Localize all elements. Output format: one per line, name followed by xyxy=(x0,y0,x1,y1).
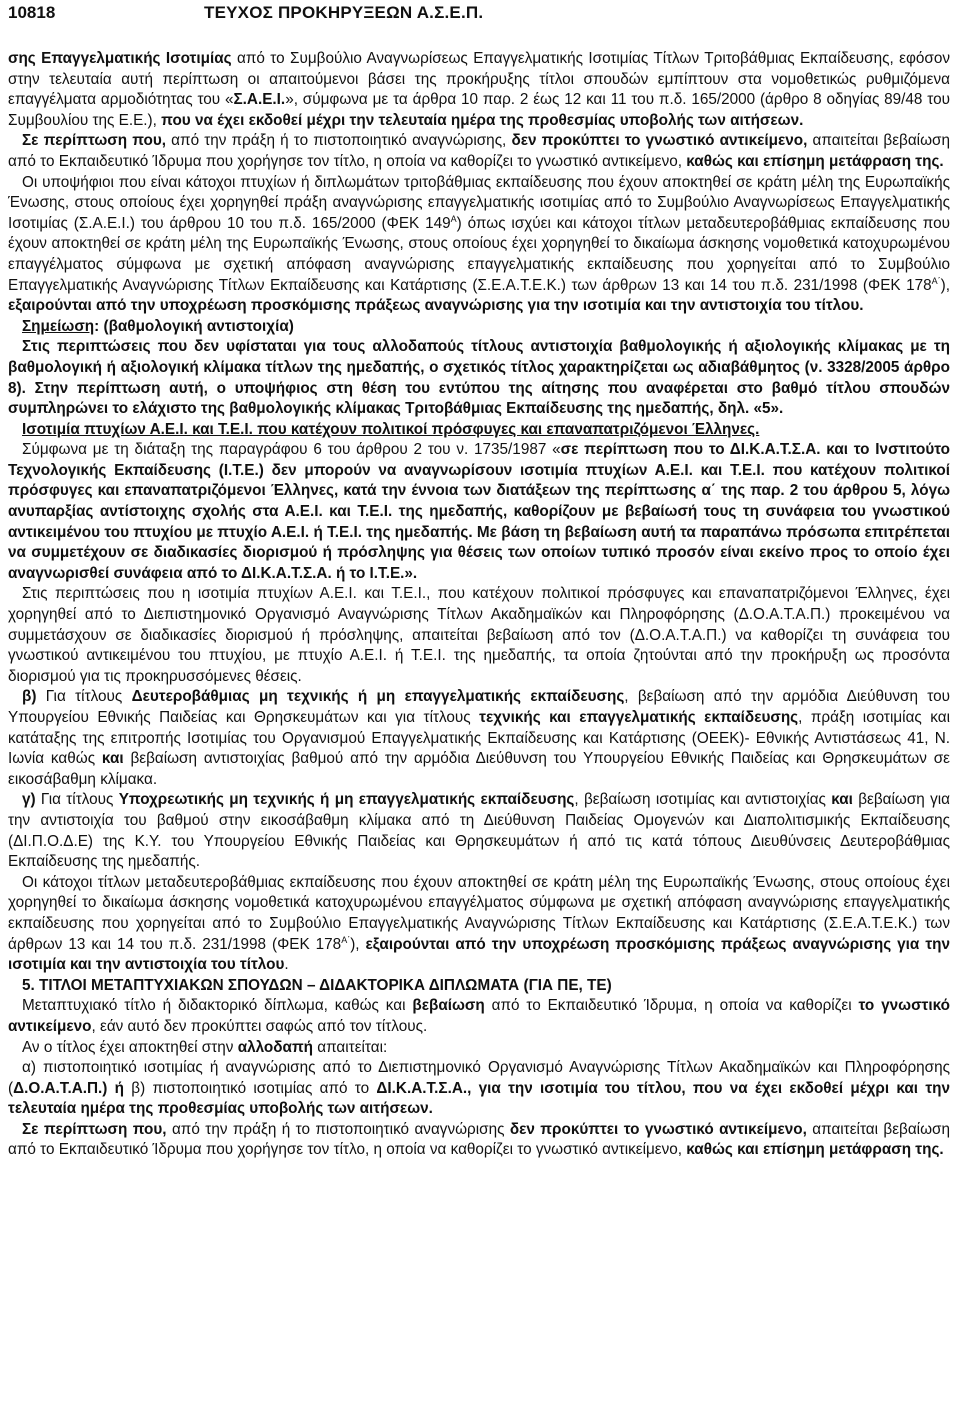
page-number: 10818 xyxy=(8,3,56,22)
bold-text: Ισοτιμία πτυχίων Α.Ε.Ι. και Τ.Ε.Ι. που κατέχουν πολιτικοί πρόσφυγες και επαναπατριζόμενοι Έλληνες. xyxy=(22,420,760,438)
paragraph xyxy=(8,317,950,338)
bold-text: εξαιρούνται από την υποχρέωση προσκόμισης πράξεως αναγνώρισης για την ισοτιμία και την αντιστοιχία του τίτλου xyxy=(8,935,950,974)
bold-text: Σε περίπτωση που, xyxy=(22,132,167,150)
text-run: Οι υποψήφιοι που είναι κάτοχοι πτυχίων ή διπλωμάτων τριτοβάθμιας εκπαίδευσης που έχουν αποκτηθεί σε κράτη μέλη της Ευρωπαϊκής Ένωσης, στους οποίους έχει χορηγηθεί πράξη αναγνώρισης επαγγελματικής ισοτιμίας από το Συμβούλιο Αναγνωρίσεως Επαγγελματικής Ισοτιμίας (Σ.Α.Ε.Ι.) του άρθρου 10 του π.δ. 165/2000 (ΦΕΚ 149 xyxy=(8,173,950,232)
bold-text: Σε περίπτωση που, xyxy=(22,1120,167,1138)
bold-text: β) xyxy=(22,688,37,706)
paragraph xyxy=(8,790,950,872)
text-run: α) πιστοποιητικό ισοτιμίας ή αναγνώρισης από το Διεπιστημονικό Οργανισμό Αναγνώρισης Τίτλων Ακαδημαϊκών και Πληροφόρησης ( xyxy=(8,1059,950,1097)
superscript-text: Α xyxy=(450,213,457,224)
text-run: , πράξη ισοτιμίας και κατάταξης της επιτροπής Ισοτιμίας του Οργανισμού Επαγγελματικής Εκπαίδευσης και Κατάρτισης (ΟΕΕΚ)- Εθνικής Αντιστάσεως 41, Ν. Ιωνία καθώς xyxy=(8,709,950,768)
text-run: από το Συμβούλιο Αναγνωρίσεως Επαγγελματικής Ισοτιμίας Τίτλων Τριτοβάθμιας Εκπαίδευσης, εφόσον στην τελευταία αυτή περίπτωση οι απαιτούμενοι βάσει της προκήρυξης τίτλοι σπουδών εμπίπτουν στα νομοθετικώς ρυθμιζόμενα επαγγέλματα αρμοδιότητας του « xyxy=(8,50,950,109)
paragraph xyxy=(8,420,950,441)
text-run: Για τίτλους xyxy=(35,791,119,809)
paragraph xyxy=(8,584,950,687)
bold-text: τεχνικής και επαγγελματικής εκπαίδευσης xyxy=(479,709,799,726)
paragraph xyxy=(8,873,950,976)
bold-text: Σημείωση xyxy=(22,317,95,335)
text-run: από την πράξη ή το πιστοποιητικό αναγνώρισης, xyxy=(166,132,512,150)
text-run: απαιτείται: xyxy=(313,1038,388,1056)
paragraph xyxy=(8,1038,950,1059)
text-run: , εάν αυτό δεν προκύπτει σαφώς από τον τίτλους. xyxy=(91,1017,428,1035)
text-run: β) πιστοποιητικό ισοτιμίας από το xyxy=(124,1079,377,1097)
bold-text: που να έχει εκδοθεί μέχρι την τελευταία ημέρα της προθεσμίας υποβολής των αιτήσεων. xyxy=(161,111,804,129)
bold-text: καθώς και επίσημη μετάφραση της. xyxy=(686,152,944,170)
document-body xyxy=(8,49,950,1161)
bold-text: καθώς και επίσημη μετάφραση της. xyxy=(686,1141,944,1159)
bold-text: ΔΙ.Κ.Α.Τ.Σ.Α., για την ισοτιμία του τίτλου, που να έχει εκδοθεί μέχρι και την τελευταία ημέρα της προθεσμίας υποβολής των αιτήσεων. xyxy=(8,1079,950,1118)
bold-text: και xyxy=(831,791,853,809)
bold-text: γ) xyxy=(22,791,36,809)
text-run: απαιτείται βεβαίωση από το Εκπαιδευτικό Ίδρυμα που χορήγησε τον τίτλο, η οποία να καθορίζει το γνωστικό αντικείμενο, xyxy=(8,132,950,170)
paragraph xyxy=(8,49,950,131)
page-header xyxy=(8,0,950,31)
text-run: απαιτείται βεβαίωση από το Εκπαιδευτικό Ίδρυμα που χορήγησε τον τίτλο, η οποία να καθορίζει το γνωστικό αντικείμενο, xyxy=(8,1120,950,1159)
bold-text: σης Επαγγελματικής Ισοτιμίας xyxy=(8,50,232,67)
text-run: Για τίτλους xyxy=(36,688,132,706)
paragraph xyxy=(8,976,950,997)
text-run: Στις περιπτώσεις που η ισοτιμία πτυχίων Α.Ε.Ι. και Τ.Ε.Ι., που κατέχουν πολιτικοί πρόσφυγες και επαναπατριζόμενοι Έλληνες, έχει χορηγηθεί από το Διεπιστημονικό Οργανισμό Αναγνώρισης Τίτλων Ακαδημαϊκών και Πληροφόρησης (Δ.Ο.Α.Τ.Α.Π.) προκειμένου να συμμετάσχουν σε διαδικασίες διορισμού ή πρόσληψης, απαιτείται βεβαίωση από τον (Δ.Ο.Α.Τ.Α.Π.) να καθορίζει τη συνάφεια του γνωστικού αντικειμένου του πτυχίου, με πτυχίο Α.Ε.Ι. ή Τ.Ε.Ι. της ημεδαπής, τα οποία ζητούνται από την προκήρυξη ως προσόντα διορισμού για τις προκηρυσσόμενες θέσεις. xyxy=(8,585,950,685)
text-run: βεβαίωση αντιστοιχίας βαθμού από την αρμόδια Διεύθυνση του Υπουργείου Εθνικής Παιδείας και Θρησκευμάτων σε εικοσάβαθμη κλίμακα. xyxy=(8,750,950,788)
text-run: από το Εκπαιδευτικό Ίδρυμα, η οποία να καθορίζει xyxy=(484,997,859,1015)
bold-text: σε περίπτωση που το ΔΙ.Κ.Α.Τ.Σ.Α. και το Ινστιτούτο Τεχνολογικής Εκπαίδευσης (Ι.Τ.Ε.) δεν μπορούν να αναγνωρίσουν ισοτιμία πτυχίων Α.Ε.Ι. και Τ.Ε.Ι. που κατέχουν πολιτικοί πρόσφυγες και επαναπατριζόμενοι Έλληνες, κατά την έννοια των διατάξεων της περίπτωσης α΄ της παρ. 2 του άρθρου 5, λόγω ανυπαρξίας αντίστοιχης σχολής στα Α.Ε.Ι. και Τ.Ε.Ι. της ημεδαπής, καθορίζουν με βεβαίωσή τους τη συνάφεια του γνωστικού αντικειμένου του πτυχίου με πτυχίο Α.Ε.Ι. ή Τ.Ε.Ι. της ημεδαπής. Με βάση τη βεβαίωση αυτή τα παραπάνω πρόσωπα επιτρέπεται να συμμετέχουν σε διαδικασίες διορισμού ή πρόσληψης για θέσεις των οποίων τυπικό προσόν είναι εκείνο προς το οποίο έχει αναγνωρισθεί συνάφεια από το ΔΙ.Κ.Α.Τ.Σ.Α. ή το Ι.Τ.Ε.». xyxy=(8,441,951,582)
paragraph xyxy=(8,131,950,172)
text-run: , βεβαίωση από την αρμόδια Διεύθυνση του Υπουργείου Εθνικής Παιδείας και Θρησκευμάτων και για τίτλους xyxy=(8,688,950,726)
bold-text: δεν προκύπτει το γνωστικό αντικείμενο, xyxy=(511,132,808,150)
superscript-text: Α΄ xyxy=(341,934,351,945)
text-run: Μεταπτυχιακό τίτλο ή διδακτορικό δίπλωμα, καθώς και xyxy=(22,997,413,1015)
paragraph xyxy=(8,996,950,1037)
bold-text: : (βαθμολογική αντιστοιχία) xyxy=(94,317,294,335)
bold-text: Δ.Ο.Α.Τ.Α.Π.) ή xyxy=(13,1079,125,1097)
bold-text: Σ.Α.Ε.Ι. xyxy=(233,91,286,109)
text-run: από την πράξη ή το πιστοποιητικό αναγνώρισης xyxy=(166,1120,510,1138)
text-run: , βεβαίωση ισοτιμίας και αντιστοιχίας xyxy=(574,791,832,809)
bold-text: Δευτεροβάθμιας μη τεχνικής ή μη επαγγελματικής εκπαίδευσης xyxy=(131,688,625,706)
superscript-text: Α΄ xyxy=(931,275,941,286)
bold-text: εξαιρούνται από την υποχρέωση προσκόμισης πράξεως αναγνώρισης για την ισοτιμία και την αντιστοιχία του τίτλου. xyxy=(8,297,864,315)
text-run: ), xyxy=(350,935,366,953)
bold-text: αλλοδαπή xyxy=(237,1038,313,1056)
paragraph xyxy=(8,687,950,790)
text-run: ), xyxy=(940,276,950,294)
bold-text: Υποχρεωτικής μη τεχνικής ή μη επαγγελματικής εκπαίδευσης xyxy=(118,791,575,809)
text-run: ) όπως ισχύει και κάτοχοι τίτλων μεταδευτεροβάθμιας εκπαίδευσης που έχουν αποκτηθεί σε κράτη μέλη της Ευρωπαϊκής Ένωσης, στους οποίους έχει χορηγηθεί το δικαίωμα άσκησης νομοθετικά κατοχυρωμένου επαγγέλματος σύμφωνα με σχετική απόφαση αναγνώρισης επαγγελματικής εκπαίδευσης που χορηγείται από το Συμβούλιο Επαγγελματικής Αναγνώρισης Τίτλων Εκπαίδευσης και Κατάρτισης (Σ.Ε.Α.Τ.Ε.Κ.) των άρθρων 13 και 14 του π.δ. 231/1998 (ΦΕΚ 178 xyxy=(8,214,950,294)
paragraph xyxy=(8,337,950,419)
text-run: Σύμφωνα με τη διάταξη της παραγράφου 6 του άρθρου 2 του ν. 1735/1987 « xyxy=(22,441,561,459)
paragraph xyxy=(8,173,950,317)
bold-text: Στις περιπτώσεις που δεν υφίσταται για τους αλλοδαπούς τίτλους αντιστοιχία βαθμολογικής ή αξιολογικής κλίμακας με τη βαθμολογική ή αξιολογική κλίμακα τίτλων της ημεδαπής, ο σχετικός τίτλος χαρακτηρίζεται ως αδιαβάθμητος (ν. 3328/2005 άρθρο 8). Στην περίπτωση αυτή, ο υποψήφιος στη θέση του εντύπου της αίτησης που αναφέρεται στο βαθμό τίτλου σπουδών συμπληρώνει το ελάχιστο της βαθμολογικής κλίμακας Τριτοβάθμιας Εκπαίδευσης της ημεδαπής, δηλ. «5». xyxy=(8,338,950,418)
paragraph xyxy=(8,1120,950,1161)
bold-text: δεν προκύπτει το γνωστικό αντικείμενο, xyxy=(509,1120,807,1138)
bold-text: 5. ΤΙΤΛΟΙ ΜΕΤΑΠΤΥΧΙΑΚΩΝ ΣΠΟΥΔΩΝ – ΔΙΔΑΚΤΟΡΙΚΑ ΔΙΠΛΩΜΑΤΑ (ΓΙΑ ΠΕ, ΤΕ) xyxy=(22,976,612,994)
bold-text: βεβαίωση xyxy=(412,997,485,1015)
text-run: . xyxy=(284,956,289,974)
text-run: βεβαίωση για την αντιστοιχία του βαθμού στην εικοσάβαθμη κλίμακα από τη Διεύθυνση Παιδείας Ομογενών και Διαπολιτισμικής Εκπαίδευσης (ΔΙ.Π.Ο.Δ.Ε) της Κ.Υ. του Υπουργείου Εθνικής Παιδείας και Θρησκευμάτων ή από τις κατά τόπους Διευθύνσεις Δευτεροβάθμιας Εκπαίδευσης της ημεδαπής. xyxy=(8,791,950,871)
bold-text: και xyxy=(101,750,124,768)
paragraph xyxy=(8,1058,950,1120)
bold-text: το γνωστικό αντικείμενο xyxy=(8,997,950,1035)
issue-title: ΤΕΥΧΟΣ ΠΡΟΚΗΡΥΞΕΩΝ Α.Σ.Ε.Π. xyxy=(204,3,484,22)
text-run: Αν ο τίτλος έχει αποκτηθεί στην xyxy=(22,1038,238,1056)
paragraph xyxy=(8,440,950,584)
text-run: Οι κάτοχοι τίτλων μεταδευτεροβάθμιας εκπαίδευσης που έχουν αποκτηθεί σε κράτη μέλη της Ευρωπαϊκής Ένωσης, στους οποίους έχει χορηγηθεί το δικαίωμα άσκησης νομοθετικά κατοχυρωμένου επαγγέλματος σύμφωνα με σχετική απόφαση αναγνώρισης επαγγελματικής εκπαίδευσης που χορηγείται από το Συμβούλιο Επαγγελματικής Αναγνώρισης Τίτλων Εκπαίδευσης και Κατάρτισης (Σ.Ε.Α.Τ.Ε.Κ.) των άρθρων 13 και 14 του π.δ. 231/1998 (ΦΕΚ 178 xyxy=(8,873,950,953)
text-run: », σύμφωνα με τα άρθρα 10 παρ. 2 έως 12 και 11 του π.δ. 165/2000 (άρθρο 8 οδηγίας 89/48 του Συμβουλίου της Ε.Ε.), xyxy=(8,91,950,129)
